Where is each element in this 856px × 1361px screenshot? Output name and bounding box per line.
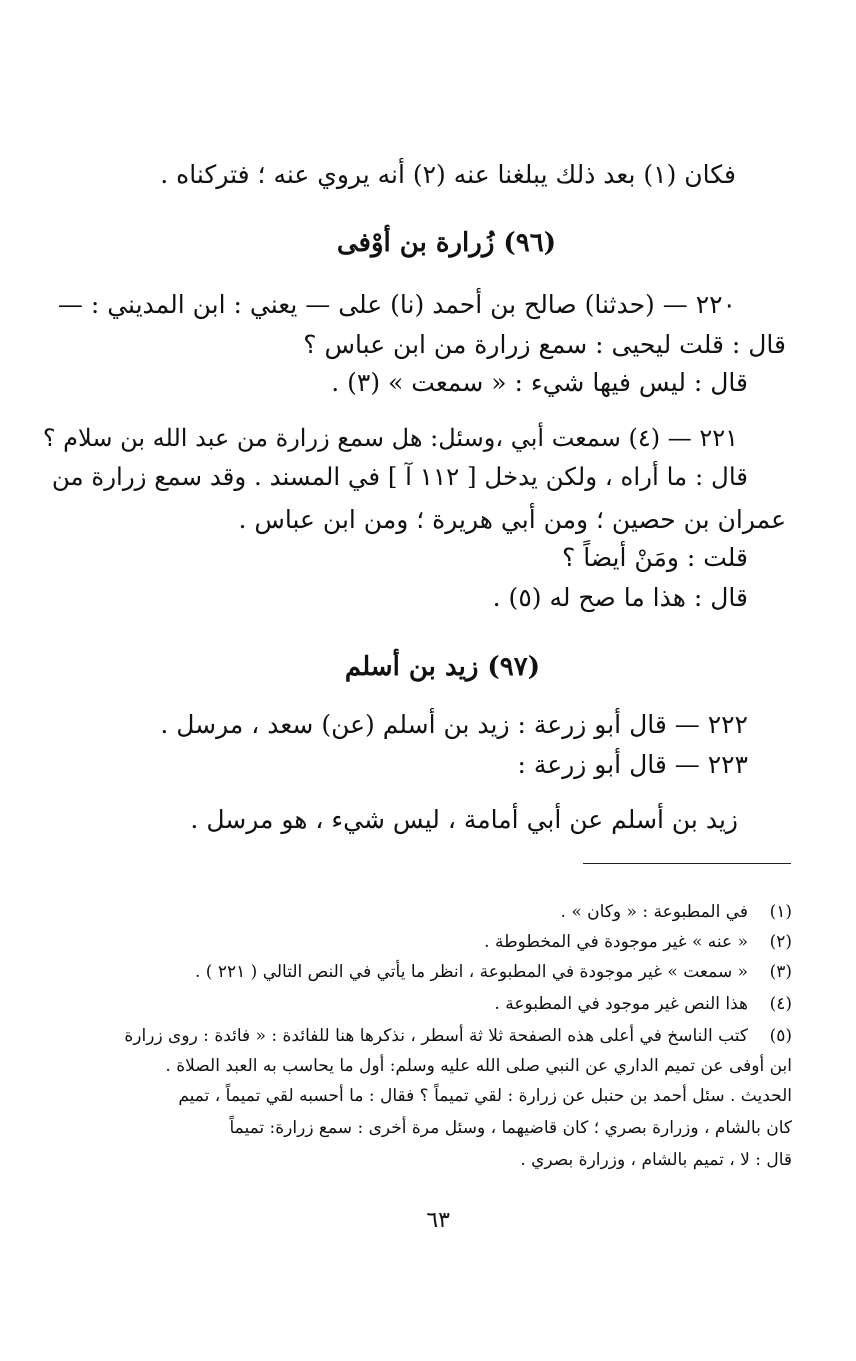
- section-heading-97: (٩٧) زيد بن أسلم: [344, 652, 540, 682]
- footnote-text: في المطبوعة : « وكان » .: [560, 902, 748, 922]
- entry-220-line2: قال : قلت ليحيى : سمع زرارة من ابن عباس ؟: [303, 330, 786, 359]
- entry-221-line4: قلت : ومَنْ أيضاً ؟: [562, 543, 748, 572]
- entry-220-line3: قال : ليس فيها شيء : « سمعت » (٣) .: [331, 368, 748, 397]
- entry-222: ٢٢٢ — قال أبو زرعة : زيد بن أسلم (عن) سعد ، مرسل .: [160, 710, 748, 739]
- footnote-separator: [583, 863, 791, 864]
- footnote-text: « عنه » غير موجودة في المخطوطة .: [484, 932, 748, 952]
- intro-line: فكان (١) بعد ذلك يبلغنا عنه (٢) أنه يروي عنه ؛ فتركناه .: [160, 160, 736, 189]
- section-heading-96: (٩٦) زُرارة بن أوْفى: [336, 228, 556, 258]
- page-number: ٦٣: [426, 1208, 450, 1233]
- footnote-number: (٤): [769, 994, 792, 1014]
- entry-220-line1: ٢٢٠ — (حدثنا) صالح بن أحمد (نا) على — يعني : ابن المديني : —: [57, 290, 736, 319]
- footnote-text: « سمعت » غير موجودة في المطبوعة ، انظر ما يأتي في النص التالي ( ٢٢١ ) .: [195, 962, 748, 982]
- entry-221-line2: قال : ما أراه ، ولكن يدخل [ ١١٢ آ ] في المسند . وقد سمع زرارة من: [51, 462, 748, 491]
- footnote-5-continuation: كان بالشام ، وزرارة بصري ؛ كان قاضيهما ، وسئل مرة أخرى : سمع زرارة: تميماً: [229, 1118, 792, 1138]
- entry-221-line3: عمران بن حصين ؛ ومن أبي هريرة ؛ ومن ابن عباس .: [238, 505, 786, 534]
- entry-223-line2: زيد بن أسلم عن أبي أمامة ، ليس شيء ، هو مرسل .: [190, 805, 738, 834]
- footnote-text: هذا النص غير موجود في المطبوعة .: [494, 994, 748, 1014]
- footnote-5-continuation: قال : لا ، تميم بالشام ، وزرارة بصري .: [520, 1150, 792, 1170]
- entry-221-line1: ٢٢١ — (٤) سمعت أبي ،وسئل: هل سمع زرارة من عبد الله بن سلام ؟: [42, 424, 738, 452]
- footnote-number: (٥): [769, 1026, 792, 1046]
- footnote-number: (٢): [769, 932, 792, 952]
- footnote-number: (٣): [769, 962, 792, 982]
- footnote-text: كتب الناسخ في أعلى هذه الصفحة ثلا ثة أسطر ، نذكرها هنا للفائدة : « فائدة : روى زرارة: [124, 1026, 748, 1046]
- entry-223-line1: ٢٢٣ — قال أبو زرعة :: [517, 750, 748, 779]
- footnote-5-continuation: الحديث . سئل أحمد بن حنبل عن زرارة : لقي تميماً ؟ فقال : ما أحسبه لقي تميماً ، تميم: [178, 1086, 792, 1106]
- footnote-number: (١): [769, 902, 792, 922]
- entry-221-line5: قال : هذا ما صح له (٥) .: [492, 583, 748, 612]
- footnote-5-continuation: ابن أوفى عن تميم الداري عن النبي صلى الله عليه وسلم: أول ما يحاسب به العبد الصلاة .: [165, 1056, 792, 1076]
